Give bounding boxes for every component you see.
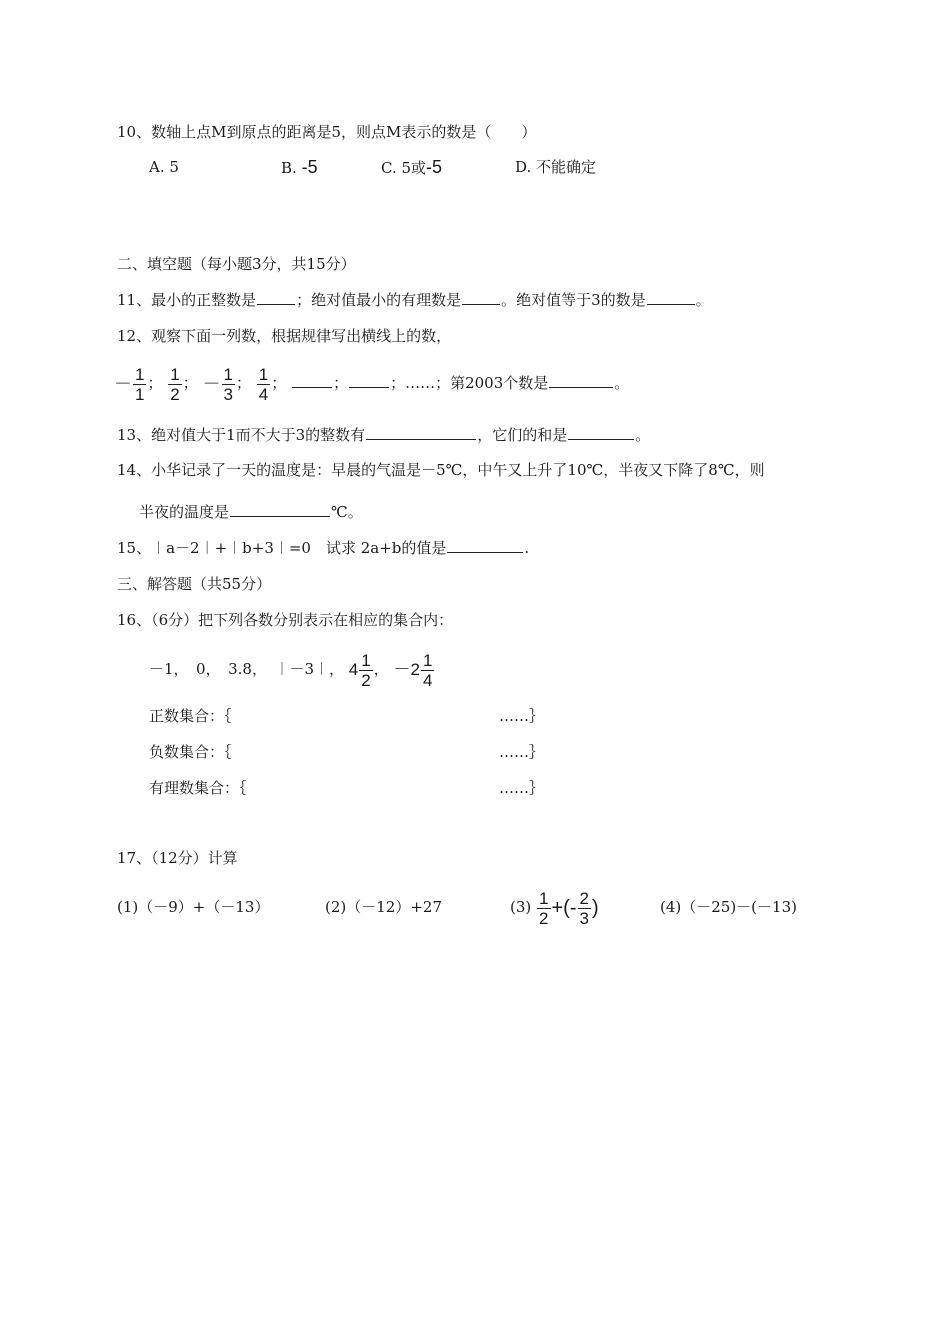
option-b-label: B. — [281, 159, 297, 177]
set-negative-label: 负数集合：｛ — [149, 743, 232, 761]
q11-blank-1[interactable] — [257, 290, 295, 305]
q11-blank-2[interactable] — [462, 290, 500, 305]
q17-p3-close-paren: ) — [591, 897, 599, 919]
fraction-1: $\frac{1}{1}$ — [135, 364, 145, 404]
q11-part2: ；绝对值最小的有理数是 — [296, 291, 462, 309]
neg-sign: － — [202, 374, 221, 394]
question-14-line-1: 14、小华记录了一天的温度是：早晨的气温是－5℃，中午又上升了10℃，半夜又下降了8℃，则 — [117, 461, 765, 479]
q15-part1: 15、︱a－2︱+︱b+3︱=0 试求 2a+b的值是 — [117, 539, 447, 557]
section-3-title: 三、解答题（共55分） — [117, 575, 272, 593]
q13-blank-2[interactable] — [568, 425, 634, 440]
question-16-numbers — [149, 646, 435, 693]
q12-blank-1[interactable] — [292, 373, 332, 388]
question-10-option-a: A. 5 — [149, 158, 179, 176]
q11-part1: 11、最小的正整数是 — [117, 291, 257, 309]
separator: ； — [182, 374, 198, 392]
q14-blank[interactable] — [230, 502, 330, 517]
q17-problem-2: (2)（－12）+27 — [325, 898, 442, 916]
question-10-option-c — [381, 157, 442, 178]
q17-p3-label: (3) — [510, 898, 532, 916]
separator: ； — [271, 374, 287, 392]
mixed-number-2-whole: －2 — [393, 660, 420, 679]
mixed-number-1-fraction: $\frac{1}{2}$ — [361, 650, 371, 690]
q12-blank-2[interactable] — [349, 373, 389, 388]
q13-part3: 。 — [635, 426, 651, 444]
fraction-2: $\frac{1}{2}$ — [170, 364, 180, 404]
q14-part1: 半夜的温度是 — [139, 503, 230, 521]
set-positive-label: 正数集合：｛ — [149, 707, 232, 725]
set-rational-label: 有理数集合：｛ — [149, 779, 247, 797]
option-b-value: -5 — [301, 157, 318, 177]
q17-problem-3 — [510, 884, 599, 931]
q13-part2: ，它们的和是 — [477, 426, 568, 444]
q12-blank-3[interactable] — [549, 373, 613, 388]
question-14-line-2 — [139, 502, 363, 522]
q17-problem-1: (1)（－9）+（－13） — [117, 898, 270, 916]
q16-number-list: －1， 0， 3.8， ︱－3︱， — [149, 660, 344, 678]
q17-problem-4: (4)（－25)－(－13) — [660, 898, 797, 916]
q15-blank[interactable] — [447, 538, 523, 553]
q13-part1: 13、绝对值大于1而不大于3的整数有 — [117, 426, 366, 444]
mixed-number-1-whole: 4 — [348, 660, 359, 679]
fraction-3: $\frac{1}{3}$ — [223, 364, 233, 404]
q11-part4: 。 — [695, 291, 711, 309]
separator: ； — [333, 374, 349, 392]
set-rational-end: ……｝ — [499, 779, 545, 797]
q17-p3-fraction-2: $\frac{2}{3}$ — [579, 888, 589, 928]
question-12-stem: 12、观察下面一列数，根据规律写出横线上的数， — [117, 327, 452, 345]
question-15 — [117, 538, 529, 558]
option-c-value: -5 — [426, 157, 443, 177]
separator: ； — [390, 374, 406, 392]
question-16-stem: 16、（6分）把下列各数分别表示在相应的集合内： — [117, 611, 454, 629]
question-10-option-b — [281, 157, 318, 178]
comma: ， — [373, 660, 389, 678]
q17-p3-operator: +(- — [551, 897, 577, 919]
separator: ； — [236, 374, 252, 392]
question-12-sequence — [114, 360, 629, 407]
set-negative-end: ……｝ — [499, 743, 545, 761]
section-2-title: 二、填空题（每小题3分，共15分） — [117, 255, 356, 273]
q12-tail: ；第2003个数是 — [435, 374, 549, 392]
option-c-label: C. 5或 — [381, 159, 427, 177]
question-17-stem: 17、（12分）计算 — [117, 849, 238, 867]
q12-end: 。 — [614, 374, 630, 392]
q13-blank-1[interactable] — [366, 425, 476, 440]
q17-p3-fraction-1: $\frac{1}{2}$ — [539, 888, 549, 928]
q14-part2: ℃。 — [331, 503, 363, 521]
question-10-stem: 10、数轴上点M到原点的距离是5，则点M表示的数是（ ） — [117, 123, 537, 141]
set-positive-end: ……｝ — [499, 707, 545, 725]
ellipsis: …… — [405, 374, 436, 392]
fraction-4: $\frac{1}{4}$ — [258, 364, 269, 404]
q11-part3: 。绝对值等于3的数是 — [501, 291, 646, 309]
q11-blank-3[interactable] — [647, 290, 695, 305]
separator: ； — [147, 374, 163, 392]
neg-sign: － — [114, 374, 132, 394]
q15-part2: . — [524, 539, 530, 557]
question-10-option-d: D. 不能确定 — [515, 158, 597, 176]
question-11 — [117, 290, 711, 310]
mixed-number-2-fraction: $\frac{1}{4}$ — [422, 650, 433, 690]
question-13 — [117, 425, 650, 445]
